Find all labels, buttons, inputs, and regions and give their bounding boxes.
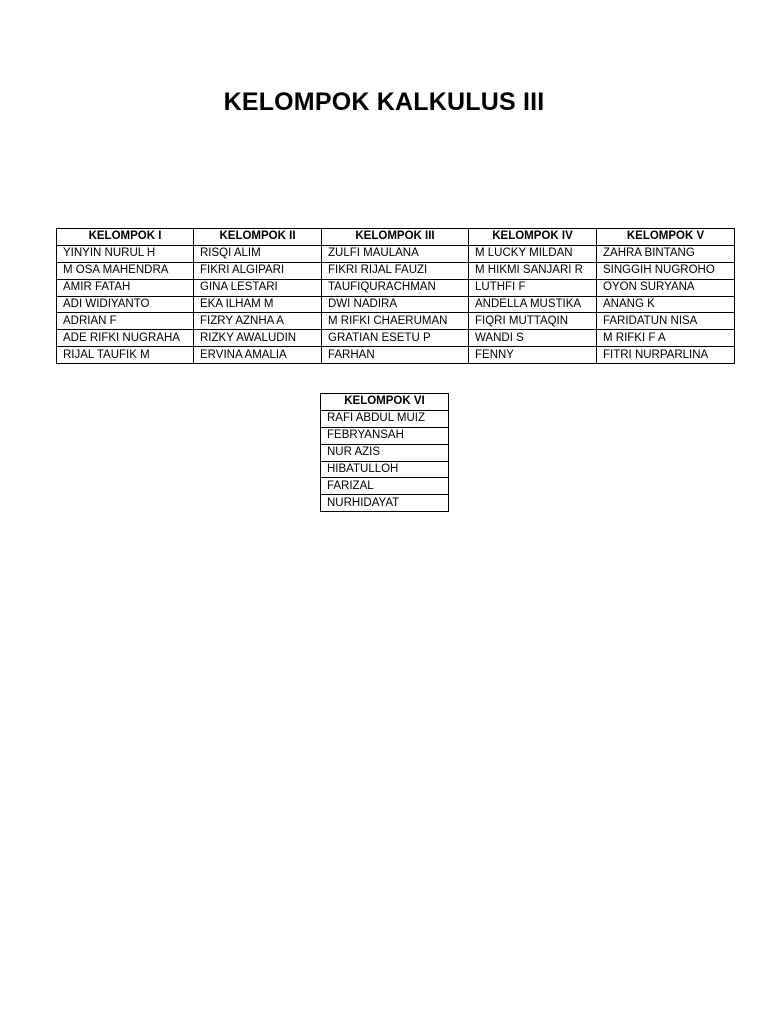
column-header-kelompok-v: KELOMPOK V — [597, 229, 735, 246]
table-cell: GINA LESTARI — [194, 279, 322, 296]
table-cell: SINGGIH NUGROHO — [597, 262, 735, 279]
table-cell: DWI NADIRA — [322, 296, 469, 313]
table-cell: FARIZAL — [321, 478, 449, 495]
groups-table — [56, 228, 735, 364]
table-row — [321, 461, 449, 478]
table-cell: M LUCKY MILDAN — [469, 245, 597, 262]
table-cell: RIZKY AWALUDIN — [194, 330, 322, 347]
table-cell: ADRIAN F — [57, 313, 194, 330]
table-cell: RIJAL TAUFIK M — [57, 347, 194, 364]
table-row — [57, 279, 735, 296]
table-cell: ADI WIDIYANTO — [57, 296, 194, 313]
table-row — [321, 495, 449, 512]
table-cell: ANANG K — [597, 296, 735, 313]
table-cell: LUTHFI F — [469, 279, 597, 296]
group-vi-table — [320, 393, 449, 512]
table-cell: ZULFI MAULANA — [322, 245, 469, 262]
table-cell: M HIKMI SANJARI R — [469, 262, 597, 279]
table-cell: FIZRY AZNHA A — [194, 313, 322, 330]
table-cell: YINYIN NURUL H — [57, 245, 194, 262]
table-cell: NURHIDAYAT — [321, 495, 449, 512]
table-header-row — [57, 229, 735, 246]
table-cell: FIKRI RIJAL FAUZI — [322, 262, 469, 279]
table-cell: TAUFIQURACHMAN — [322, 279, 469, 296]
table-cell: M OSA MAHENDRA — [57, 262, 194, 279]
table-cell: ERVINA AMALIA — [194, 347, 322, 364]
table-cell: ANDELLA MUSTIKA — [469, 296, 597, 313]
table-cell: HIBATULLOH — [321, 461, 449, 478]
column-header-kelompok-ii: KELOMPOK II — [194, 229, 322, 246]
table-row — [321, 427, 449, 444]
table-cell: FIKRI ALGIPARI — [194, 262, 322, 279]
table-cell: FENNY — [469, 347, 597, 364]
table-cell: GRATIAN ESETU P — [322, 330, 469, 347]
table-row — [57, 245, 735, 262]
table-cell: NUR AZIS — [321, 444, 449, 461]
table-cell: ZAHRA BINTANG — [597, 245, 735, 262]
table-row — [321, 444, 449, 461]
table-cell: FARHAN — [322, 347, 469, 364]
table-cell: M RIFKI F A — [597, 330, 735, 347]
page-title: KELOMPOK KALKULUS III — [223, 88, 545, 116]
table-cell: ADE RIFKI NUGRAHA — [57, 330, 194, 347]
column-header-kelompok-vi: KELOMPOK VI — [321, 394, 449, 411]
table-cell: FIQRI MUTTAQIN — [469, 313, 597, 330]
table-row — [57, 262, 735, 279]
table-row — [57, 313, 735, 330]
table-cell: FARIDATUN NISA — [597, 313, 735, 330]
column-header-kelompok-iv: KELOMPOK IV — [469, 229, 597, 246]
table-row — [57, 296, 735, 313]
table-cell: WANDI S — [469, 330, 597, 347]
table-cell: RAFI ABDUL MUIZ — [321, 410, 449, 427]
table-cell: FEBRYANSAH — [321, 427, 449, 444]
table-row — [57, 330, 735, 347]
table-cell: AMIR FATAH — [57, 279, 194, 296]
column-header-kelompok-iii: KELOMPOK III — [322, 229, 469, 246]
table-cell: OYON SURYANA — [597, 279, 735, 296]
table-row — [57, 347, 735, 364]
table-cell: M RIFKI CHAERUMAN — [322, 313, 469, 330]
table-cell: FITRI NURPARLINA — [597, 347, 735, 364]
table-row — [321, 410, 449, 427]
table-header-row — [321, 394, 449, 411]
column-header-kelompok-i: KELOMPOK I — [57, 229, 194, 246]
table-row — [321, 478, 449, 495]
table-cell: RISQI ALIM — [194, 245, 322, 262]
table-cell: EKA ILHAM M — [194, 296, 322, 313]
